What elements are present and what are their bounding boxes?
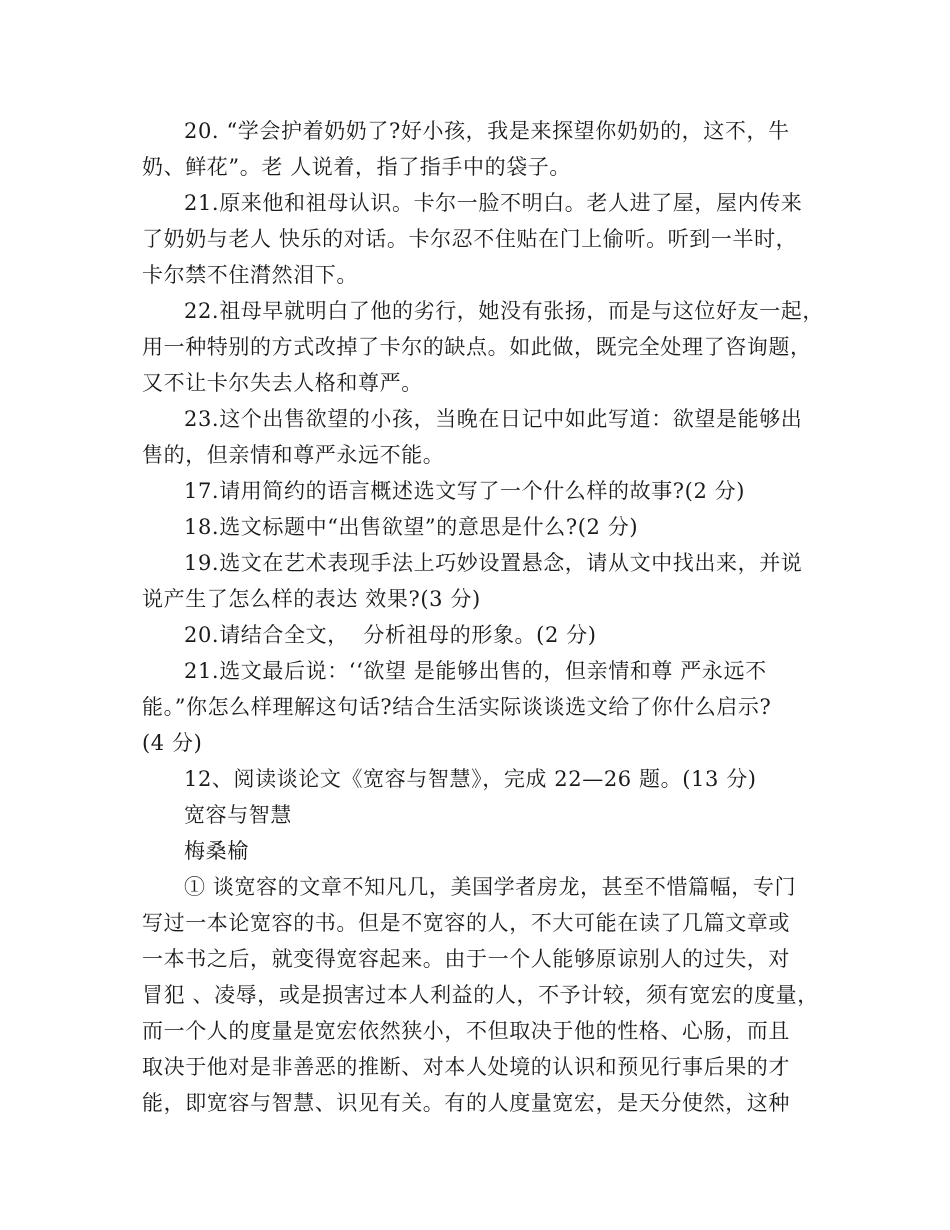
text-line: 23.这个出售欲望的小孩，当晚在日记中如此写道：欲望是能够出 (184, 407, 803, 431)
text-line: 22.祖母早就明白了他的劣行，她没有张扬，而是与这位好友一起， (184, 299, 824, 323)
question-17: 17.请用简约的语言概述选文写了一个什么样的故事?(2 分) (184, 479, 746, 503)
text-line: 卡尔禁不住潸然泪下。 (142, 263, 358, 287)
text-line: (4 分) (142, 731, 203, 755)
question-18: 18.选文标题中“出售欲望”的意思是什么?(2 分) (184, 515, 639, 539)
question-19: 19.选文在艺术表现手法上巧妙设置悬念，请从文中找出来，并说 (184, 551, 803, 575)
question-21: 21.选文最后说：‘‘欲望 是能够出售的，但亲情和尊 严永远不 (184, 659, 767, 683)
essay-author: 梅桑榆 (184, 839, 249, 863)
text-line: 20. “学会护着奶奶了?好小孩，我是来探望你奶奶的，这不，牛 (184, 119, 790, 143)
text-line: 了奶奶与老人 快乐的对话。卡尔忍不住贴在门上偷听。听到一半时， (142, 227, 798, 251)
paragraph-1: ① 谈宽容的文章不知凡几，美国学者房龙，甚至不惜篇幅，专门 (184, 875, 797, 899)
text-line: 用一种特别的方式改掉了卡尔的缺点。如此做，既完全处理了咨询题， (142, 335, 812, 359)
question-20: 20.请结合全文， 分析祖母的形象。(2 分) (184, 623, 597, 647)
text-line: 一本书之后，就变得宽容起来。由于一个人能够原谅别人的过失，对 (142, 947, 790, 971)
text-line: 说产生了怎么样的表达 效果?(3 分) (142, 587, 481, 611)
text-line: 冒犯 、凌辱，或是损害过本人利益的人，不予计较，须有宽宏的度量， (142, 983, 819, 1007)
text-line: 能。”你怎么样理解这句话?结合生活实际谈谈选文给了你什么启示? (142, 695, 772, 719)
text-line: 又不让卡尔失去人格和尊严。 (142, 371, 423, 395)
text-line: 能，即宽容与智慧、识见有关。有的人度量宽宏，是天分使然，这种 (142, 1091, 790, 1115)
section-heading: 12、阅读谈论文《宽容与智慧》，完成 22—26 题。(13 分) (184, 767, 757, 791)
text-line: 而一个人的度量是宽宏依然狭小，不但取决于他的性格、心肠，而且 (142, 1019, 790, 1043)
text-line: 售的，但亲情和尊严永远不能。 (142, 443, 445, 467)
text-line: 取决于他对是非善恶的推断、对本人处境的认识和预见行事后果的才 (142, 1055, 790, 1079)
text-line: 写过一本论宽容的书。但是不宽容的人，不大可能在读了几篇文章或 (142, 911, 790, 935)
essay-title: 宽容与智慧 (184, 803, 292, 827)
text-line: 奶、鲜花”。老 人说着，指了指手中的袋子。 (142, 155, 572, 179)
text-line: 21.原来他和祖母认识。卡尔一脸不明白。老人进了屋，屋内传来 (184, 191, 803, 215)
